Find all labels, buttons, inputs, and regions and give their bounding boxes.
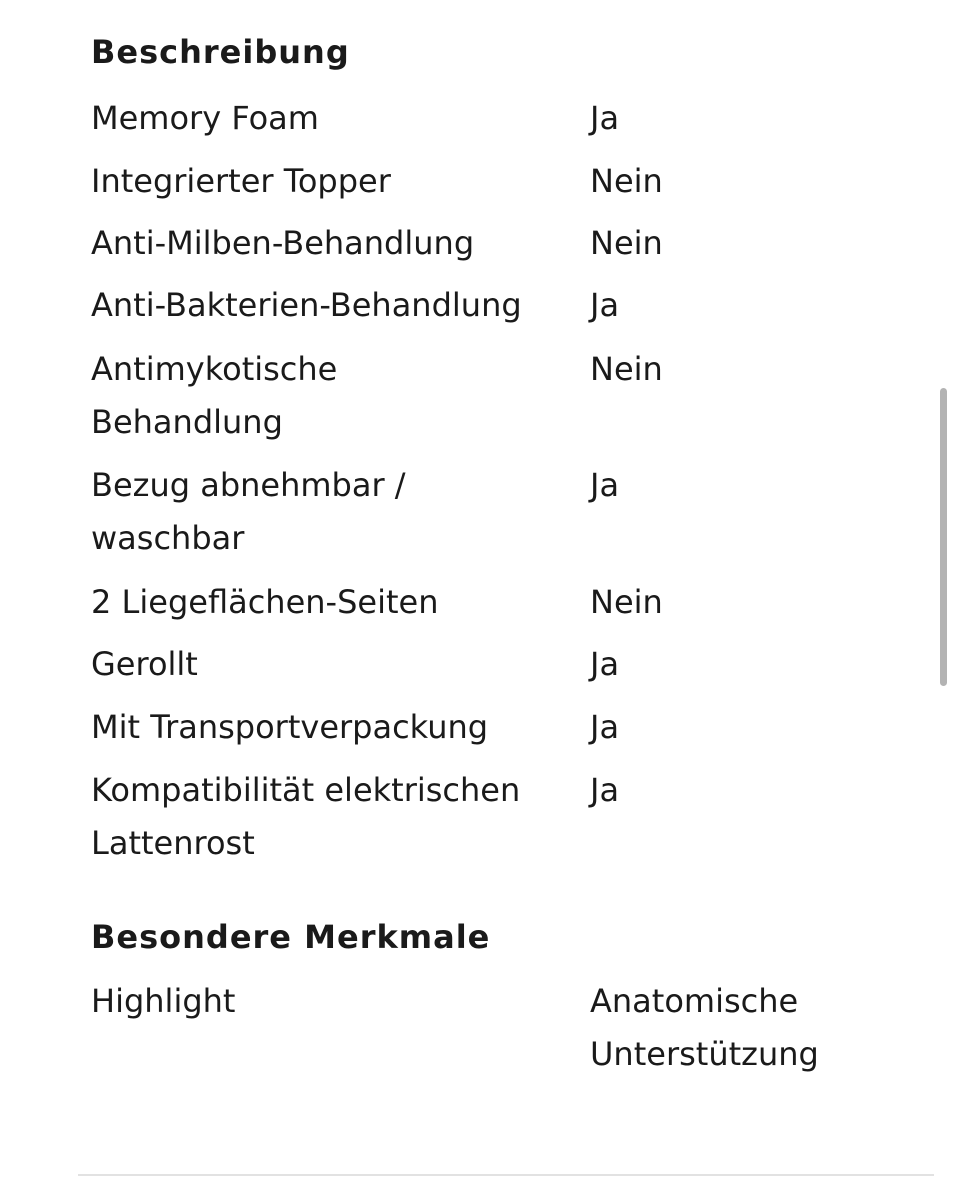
spec-value: Anatomische Unterstützung	[590, 982, 819, 1073]
spec-label: 2 Liegeflächen-Seiten	[91, 583, 439, 621]
spec-label: Kompatibilität elektrischen Lattenrost	[91, 771, 521, 862]
divider	[78, 1174, 934, 1176]
spec-value: Ja	[590, 99, 620, 137]
spec-value: Ja	[590, 286, 620, 324]
spec-value: Nein	[590, 162, 663, 200]
spec-label: Gerollt	[91, 645, 198, 683]
spec-value: Ja	[590, 645, 620, 683]
spec-value: Ja	[590, 771, 620, 809]
spec-label: Integrierter Topper	[91, 162, 391, 200]
spec-value: Nein	[590, 583, 663, 621]
section-title-besondere-merkmale: Besondere Merkmale	[91, 918, 491, 956]
spec-value: Nein	[590, 224, 663, 262]
spec-label: Antimykotische Behandlung	[91, 350, 338, 441]
spec-value: Ja	[590, 708, 620, 746]
section-title-beschreibung: Beschreibung	[91, 33, 350, 71]
vertical-scrollbar[interactable]	[940, 388, 947, 686]
spec-label: Anti-Bakterien-Behandlung	[91, 286, 522, 324]
spec-value: Ja	[590, 466, 620, 504]
spec-label: Highlight	[91, 982, 236, 1020]
spec-value: Nein	[590, 350, 663, 388]
spec-label: Anti-Milben-Behandlung	[91, 224, 475, 262]
spec-label: Bezug abnehmbar / waschbar	[91, 466, 406, 557]
spec-label: Memory Foam	[91, 99, 319, 137]
spec-label: Mit Transportverpackung	[91, 708, 489, 746]
